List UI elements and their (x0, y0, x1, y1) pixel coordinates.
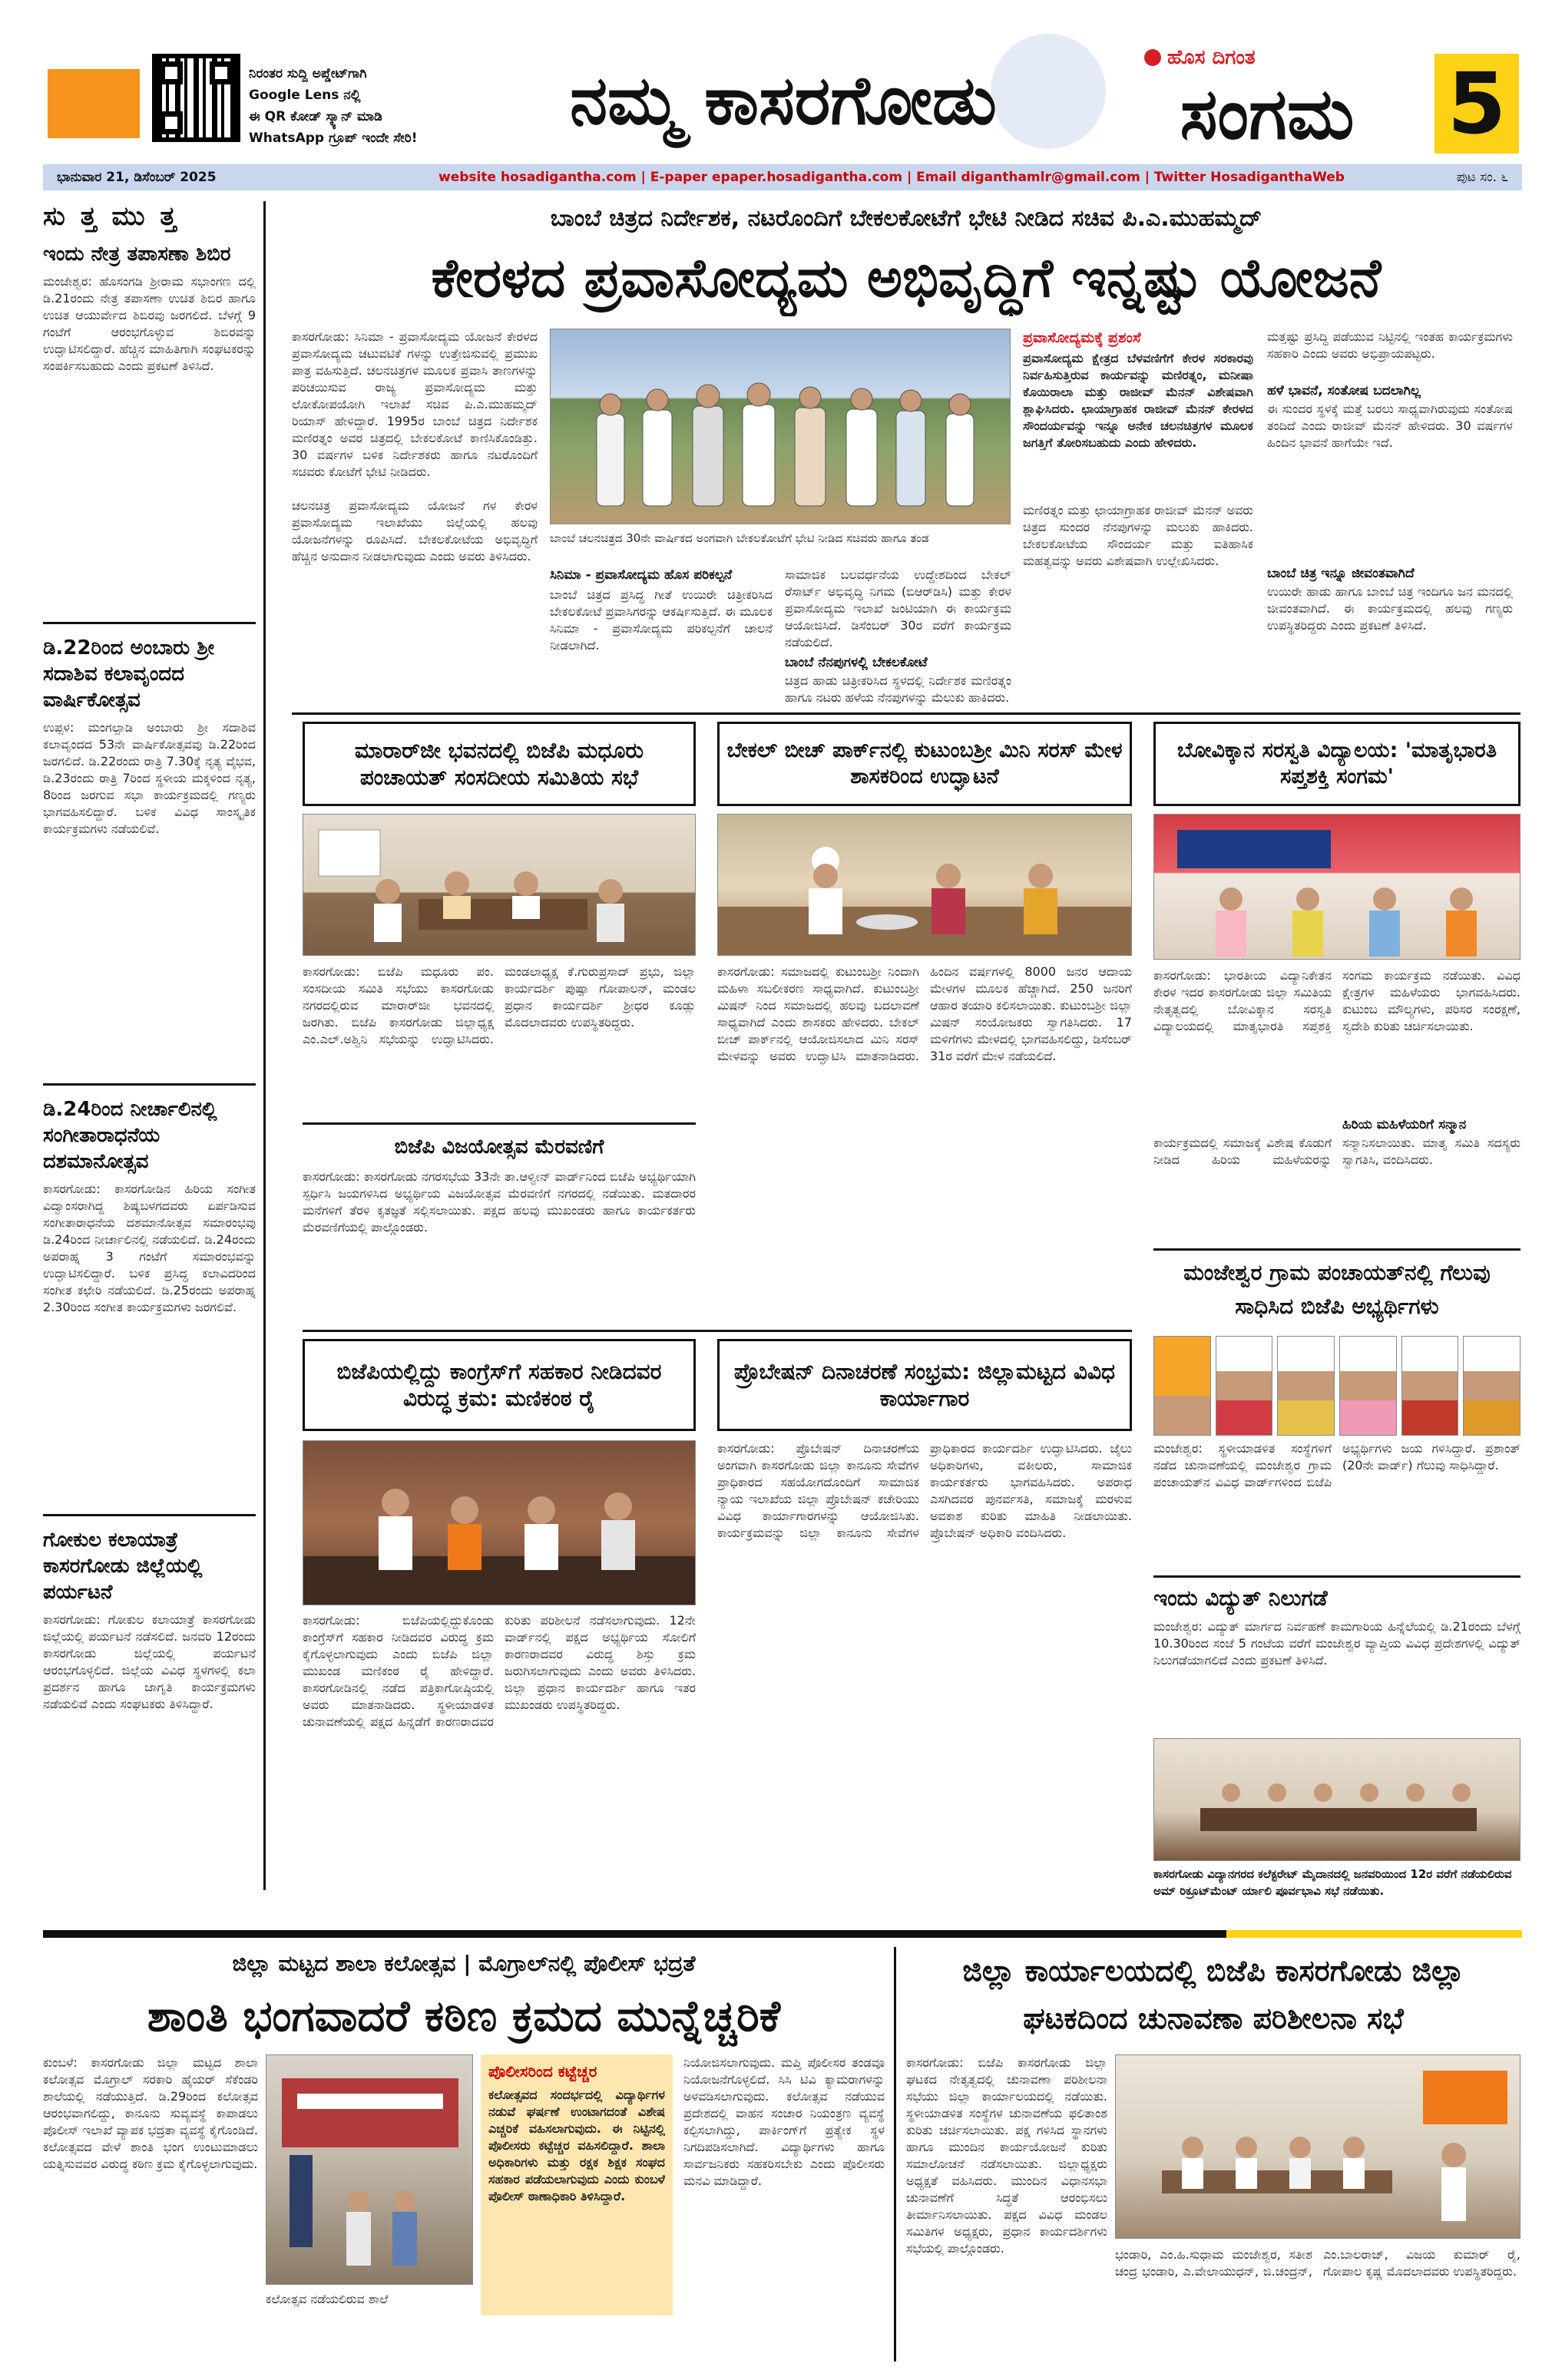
sidebar-item (43, 241, 256, 611)
story-mararji-headline: ಮಾರಾರ್‌ಜೀ ಭವನದಲ್ಲಿ ಬಿಜೆಪಿ ಮಧೂರು ಪಂಚಾಯತ್ ಸಂಸದೀಯ ಸಮಿತಿಯ ಸಭೆ (303, 722, 696, 806)
sidebar-item-title: ಡಿ.22ರಿಂದ ಅಂಬಾರು ಶ್ರೀ ಸದಾಶಿವ ಕಲಾವೃಂದದ ವಾರ್ಷಿಕೋತ್ಸವ (43, 636, 215, 712)
lead-body-col4: ಸಾಮಾಜಿಕ ಬಲವರ್ಧನೆಯ ಉದ್ದೇಶದಿಂದ ಬೇಕಲ್ ರೆಸಾರ್ಟ್ ಅಭಿವೃದ್ಧಿ ನಿಗಮ (ಬಿಆರ್‌ಡಿಸಿ) ಮತ್ತು ಕೇರಳ ಪ್ರವಾಸೋದ್ಯಮ ಇಲಾಖೆ ಜಂಟಿಯಾಗಿ ಈ ಕಾರ್ಯಕ್ರಮ ಆಯೋಜಿಸಿದೆ. ಡಿಸೆಂಬರ್ 30ರ ವರೆಗೆ ಕಾರ್ಯಕ್ರಮ ನಡೆಯಲಿದೆ. (785, 567, 1011, 650)
lead-kicker: ಬಾಂಬೆ ಚಿತ್ರದ ನಿರ್ದೇಶಕ, ನಟರೊಂದಿಗೆ ಬೇಕಲಕೋಟೆಗೆ ಭೇಟಿ ನೀಡಿದ ಸಚಿವ ಪಿ.ಎ.ಮುಹಮ್ಮದ್ (550, 205, 1262, 232)
story-police-photo-caption: ಕಲೋತ್ಸವ ನಡೆಯಲಿರುವ ಶಾಲೆ (266, 2292, 389, 2306)
lead-body-col7: ಮತ್ತಷ್ಟು ಪ್ರಸಿದ್ಧಿ ಪಡೆಯುವ ನಿಟ್ಟಿನಲ್ಲಿ ಇಂತಹ ಕಾರ್ಯಕ್ರಮಗಳು ಸಹಕಾರಿ ಎಂದು ಅವರು ಅಭಿಪ್ರಾಯಪಟ್ಟರು. (1267, 329, 1513, 361)
candidate-avatar (1153, 1336, 1211, 1436)
story-bekal-body: ಕಾಸರಗೋಡು: ಸಮಾಜದಲ್ಲಿ ಕುಟುಂಬಶ್ರೀ ನಿಂದಾಗಿ ಮಹಿಳಾ ಸಬಲೀಕರಣ ಸಾಧ್ಯವಾಗಿದೆ. ಕುಟುಂಬಶ್ರೀ ಮಿಷನ್ ನಿಂದ ಸಮಾಜದಲ್ಲಿ ಹಲವು ಬದಲಾವಣೆ ಸಾಧ್ಯವಾಗಿದೆ ಎಂದು ಶಾಸಕರು ಹೇಳಿದರು. ಬೇಕಲ್ ಬೀಚ್ ಪಾರ್ಕ್‌ನಲ್ಲಿ ಆಯೋಜಿಸಲಾದ ಮಿನಿ ಸರಸ್ ಮೇಳವನ್ನು ಅವರು ಉದ್ಘಾಟಿಸಿ ಮಾತನಾಡಿದರು. ಹಿಂದಿನ ವರ್ಷಗಳಲ್ಲಿ 8000 ಜನರ ಆದಾಯ ಮೇಳಗಳ ಮೂಲಕ ಹೆಚ್ಚಾಗಿದೆ. 250 ಜನರಿಗೆ ಆಹಾರ ತಯಾರಿ ಕಲಿಸಲಾಯಿತು. ಕುಟುಂಬಶ್ರೀ ಜಿಲ್ಲಾ ಮಿಷನ್ ಸಂಯೋಜಕರು ಸ್ವಾಗತಿಸಿದರು. 17 ಮಳಿಗೆಗಳು ಮೇಳದಲ್ಲಿ ಭಾಗವಹಿಸಲಿದ್ದು, ಡಿಸೆಂಬರ್ 31ರ ವರೆಗೆ ಮೇಳ ನಡೆಯಲಿದೆ. (717, 964, 1132, 1063)
story-mararji-photo (303, 814, 696, 956)
press-meet-icon (303, 1441, 696, 1605)
page-number: 5 (1447, 55, 1507, 153)
story-power-photo (1153, 1738, 1520, 1861)
story-vijayotsava-headline: ಬಿಜೆಪಿ ವಿಜಯೋತ್ಸವ ಮೆರವಣಿಗೆ (394, 1135, 604, 1159)
lead-body: ಕಾಸರಗೋಡು: ಸಿನಿಮಾ - ಪ್ರವಾಸೋದ್ಯಮ ಯೋಜನೆ ಕೇರಳದ ಪ್ರವಾಸೋದ್ಯಮ ಚಟುವಟಿಕೆ ಗಳನ್ನು ಉತ್ತೇಜಿಸುವಲ್ಲಿ ಪ್ರಮುಖ ಪಾತ್ರ ವಹಿಸುತ್ತಿದೆ. ಚಲನಚಿತ್ರಗಳ ಮೂಲಕ ಪ್ರವಾಸಿ ತಾಣಗಳನ್ನು ಪರಿಚಯಿಸುವ ರಾಜ್ಯ ಪ್ರವಾಸೋದ್ಯಮ ಮತ್ತು ಲೋಕೋಪಯೋಗಿ ಇಲಾಖೆ ಸಚಿವ ಪಿ.ಎ.ಮುಹಮ್ಮದ್ ರಿಯಾಸ್ ಹೇಳಿದ್ದಾರೆ. 1995ರ ಬಾಂಬೆ ಚಿತ್ರದ ನಿರ್ದೇಶಕ ಮಣಿರತ್ನಂ ಅವರ ಚಿತ್ರದಲ್ಲಿ ಬೇಕಲಕೋಟೆ ಕಾಣಿಸಿಕೊಂಡಿತ್ತು. 30 ವರ್ಷಗಳ ಬಳಿಕ ನಿರ್ದೇಶಕರು ಹಾಗೂ ನಟರೊಂದಿಗೆ ಸಚಿವರು ಕೋಟೆಗೆ ಭೇಟಿ ನೀಡಿದರು. (292, 329, 538, 479)
story-bjp-meeting-body2: ಭಂಡಾರಿ, ಎಂ.ಹಿ.ಸುಧಾಮ ಮಂಜೇಶ್ವರ, ಸತೀಶ ಚಂದ್ರ ಭಂಡಾರಿ, ಎ.ವೇಲಾಯುಧನ್, ಜಿ.ಚಂದ್ರನ್, ಎಂ.ಬಾಲರಾಜ್, ವಿಜಯ ಕುಮಾರ್ ರೈ, ಗೋಪಾಲ ಕೃಷ್ಣ ಮೊದಲಾದವರು ಉಪಸ್ಥಿತರಿದ್ದರು. (1115, 2247, 1520, 2279)
promo-text: ನಿರಂತರ ಸುದ್ದಿ ಅಪ್ಡೇಟ್‌ಗಾಗಿ Google Lens ನಲ್ಲಿ ಈ QR ಕೋಡ್ ಸ್ಕ್ಯಾನ್ ಮಾಡಿ WhatsApp ಗ್ರೂಪ್ ಇಂದೇ ಸೇರಿ! (249, 66, 418, 146)
story-bovikana-subhead: ಹಿರಿಯ ಮಹಿಳೆಯರಿಗೆ ಸನ್ಮಾನ (1342, 1117, 1467, 1132)
story-bekal-photo (717, 814, 1132, 956)
candidate-avatar (1463, 1336, 1520, 1436)
candidate-avatar (1277, 1336, 1335, 1436)
lead-body-col9: ಉಯಿರೇ ಹಾಡು ಹಾಗೂ ಬಾಂಬೆ ಚಿತ್ರ ಇಂದಿಗೂ ಜನ ಮನದಲ್ಲಿ ಜೀವಂತವಾಗಿದೆ. ಈ ಕಾರ್ಯಕ್ರಮದಲ್ಲಿ ಹಲವು ಗಣ್ಯರು ಉಪಸ್ಥಿತರಿದ್ದರು ಎಂದು ಪ್ರಕಟಣೆ ತಿಳಿಸಿದೆ. (1267, 584, 1513, 633)
story-vijayotsava-body: ಕಾಸರಗೋಡು: ಕಾಸರಗೋಡು ನಗರಸಭೆಯ 33ನೇ ತಾ.ಆಳ್ವೀನ್ ವಾರ್ಡ್‌ನಿಂದ ಬಿಜೆಪಿ ಅಭ್ಯರ್ಥಿಯಾಗಿ ಸ್ಪರ್ಧಿಸಿ ಜಯಗಳಿಸಿದ ಅಭ್ಯರ್ಥಿಯ ವಿಜಯೋತ್ಸವ ಮೆರವಣಿಗೆ ನಗರದಲ್ಲಿ ನಡೆಯಿತು. ಮತದಾರರ ಮನೆಗಳಿಗೆ ತೆರಳಿ ಕೃತಜ್ಞತೆ ಸಲ್ಲಿಸಲಾಯಿತು. ಪಕ್ಷದ ಹಲವು ಮುಖಂಡರು ಹಾಗೂ ಕಾರ್ಯಕರ್ತರು ಮೆರವಣಿಗೆಯಲ್ಲಿ ಪಾಲ್ಗೊಂಡರು. (303, 1169, 696, 1235)
story-police-inset (481, 2054, 673, 2316)
story-probation-body: ಕಾಸರಗೋಡು: ಪ್ರೊಬೇಷನ್ ದಿನಾಚರಣೆಯ ಅಂಗವಾಗಿ ಕಾಸರಗೋಡು ಜಿಲ್ಲಾ ಕಾನೂನು ಸೇವೆಗಳ ಪ್ರಾಧಿಕಾರದ ಸಹಯೋಗದೊಂದಿಗೆ ಸಾಮಾಜಿಕ ನ್ಯಾಯ ಇಲಾಖೆಯ ಜಿಲ್ಲಾ ಪ್ರೊಬೇಷನ್ ಕಚೇರಿಯು ವಿವಿಧ ಕಾರ್ಯಾಗಾರಗಳನ್ನು ಆಯೋಜಿಸಿತು. ಕಾರ್ಯಕ್ರಮವನ್ನು ಜಿಲ್ಲಾ ಕಾನೂನು ಸೇವೆಗಳ ಪ್ರಾಧಿಕಾರದ ಕಾರ್ಯದರ್ಶಿ ಉದ್ಘಾಟಿಸಿದರು. ಜೈಲು ಅಧಿಕಾರಿಗಳು, ವಕೀಲರು, ಸಾಮಾಜಿಕ ಕಾರ್ಯಕರ್ತರು ಭಾಗವಹಿಸಿದರು. ಅಪರಾಧ ಎಸಗಿದವರ ಪುನರ್ವಸತಿ, ಸಮಾಜಕ್ಕೆ ಮರಳುವ ಅವಕಾಶ ಕುರಿತು ಮಾಹಿತಿ ನೀಡಲಾಯಿತು. ಪ್ರೊಬೇಷನ್ ಅಧಿಕಾರಿ ವಂದಿಸಿದರು. (717, 1441, 1132, 1540)
divider (1153, 1248, 1520, 1251)
issue-date: ಭಾನುವಾರ 21, ಡಿಸೆಂಬರ್ 2025 (57, 170, 217, 185)
sidebar-label: ಸು ತ್ತ ಮು ತ್ತ (43, 201, 180, 232)
story-bjp-meeting-body: ಕಾಸರಗೋಡು: ಬಿಜೆಪಿ ಕಾಸರಗೋಡು ಜಿಲ್ಲಾ ಘಟಕದ ನೇತೃತ್ವದಲ್ಲಿ ಚುನಾವಣಾ ಪರಿಶೀಲನಾ ಸಭೆಯು ಜಿಲ್ಲಾ ಕಾರ್ಯಾಲಯದಲ್ಲಿ ನಡೆಯಿತು. ಸ್ಥಳೀಯಾಡಳಿತ ಸಂಸ್ಥೆಗಳ ಚುನಾವಣೆಯ ಫಲಿತಾಂಶ ಕುರಿತು ಚರ್ಚಿಸಲಾಯಿತು. ಪಕ್ಷ ಗಳಿಸಿದ ಸ್ಥಾನಗಳು ಹಾಗೂ ಮುಂದಿನ ಕಾರ್ಯಯೋಜನೆ ಕುರಿತು ಸಮಾಲೋಚನೆ ನಡೆಸಲಾಯಿತು. ಜಿಲ್ಲಾಧ್ಯಕ್ಷರು ಅಧ್ಯಕ್ಷತೆ ವಹಿಸಿದರು. ಮುಂದಿನ ವಿಧಾನಸಭಾ ಚುನಾವಣೆಗೆ ಸಿದ್ಧತೆ ಆರಂಭಿಸಲು ತೀರ್ಮಾನಿಸಲಾಯಿತು. ಪಕ್ಷದ ವಿವಿಧ ಮಂಡಲ ಸಮಿತಿಗಳ ಅಧ್ಯಕ್ಷರು, ಪ್ರಧಾನ ಕಾರ್ಯದರ್ಶಿಗಳು ಸಭೆಯಲ್ಲಿ ಪಾಲ್ಗೊಂಡರು. (906, 2055, 1107, 2256)
lead-headline: ಕೇರಳದ ಪ್ರವಾಸೋದ್ಯಮ ಅಭಿವೃದ್ಧಿಗೆ ಇನ್ನಷ್ಟು ಯೋಜನೆ (431, 246, 1382, 309)
supplement-title: ಸಂಗಮ (1180, 72, 1355, 155)
story-bovikana-photo (1153, 814, 1520, 960)
story-congress-headline: ಬಿಜೆಪಿಯಲ್ಲಿದ್ದು ಕಾಂಗ್ರೆಸ್‌ಗೆ ಸಹಕಾರ ನೀಡಿದವರ ವಿರುದ್ಧ ಕ್ರಮ: ಮಣಿಕಂಠ ರೈ (303, 1339, 696, 1431)
story-police-kicker: ಜಿಲ್ಲಾ ಮಟ್ಟದ ಶಾಲಾ ಕಲೋತ್ಸವ | ಮೊಗ್ರಾಲ್‌ನಲ್ಲಿ ಪೊಲೀಸ್ ಭದ್ರತೆ (232, 1951, 696, 1976)
story-bjp-meeting-photo (1115, 2054, 1520, 2239)
candidate-avatar (1216, 1336, 1273, 1436)
party-meeting-icon (1116, 2055, 1520, 2239)
group-of-people-icon (551, 329, 1011, 524)
conference-room-icon (1154, 1739, 1520, 1861)
masthead (0, 0, 1542, 161)
divider (292, 712, 1520, 715)
story-police-body2: ನಿಯೋಜಿಸಲಾಗುವುದು. ಮಪ್ತಿ ಪೊಲೀಸರ ತಂಡವೂ ನಿಯೋಜನೆಗೊಳ್ಳಲಿದೆ. ಸಿಸಿ ಟಿವಿ ಕ್ಯಾಮರಾಗಳನ್ನು ಅಳವಡಿಸಲಾಗುವುದು. ಕಲೋತ್ಸವ ನಡೆಯುವ ಪ್ರದೇಶದಲ್ಲಿ ವಾಹನ ಸಂಚಾರ ನಿಯಂತ್ರಣ ವ್ಯವಸ್ಥೆ ಕಲ್ಪಿಸಲಾಗಿದ್ದು, ಪಾರ್ಕಿಂಗ್‌ಗೆ ಪ್ರತ್ಯೇಕ ಸ್ಥಳ ನಿಗದಿಪಡಿಸಲಾಗಿದೆ. ವಿದ್ಯಾರ್ಥಿಗಳು ಹಾಗೂ ಸಾರ್ವಜನಿಕರು ಸಹಕರಿಸಬೇಕು ಎಂದು ಪೊಲೀಸರು ಮನವಿ ಮಾಡಿದ್ದಾರೆ. (683, 2055, 885, 2188)
candidate-avatar (1401, 1336, 1459, 1436)
contact-links: website hosadigantha.com | E-paper epaper.hosadigantha.com | Email diganthamlr@gmail.com | Twitter HosadiganthaWeb (438, 170, 1345, 185)
section-separator (43, 1930, 1522, 1938)
food-stall-icon (718, 815, 1132, 956)
story-bjp-meeting-headline: ಜಿಲ್ಲಾ ಕಾರ್ಯಾಲಯದಲ್ಲಿ ಬಿಜೆಪಿ ಕಾಸರಗೋಡು ಜಿಲ್ಲಾ ಘಟಕದಿಂದ ಚುನಾವಣಾ ಪರಿಶೀಲನಾ ಸಭೆ (962, 1953, 1464, 2035)
sidebar-item-title: ಇಂದು ನೇತ್ರ ತಪಾಸಣಾ ಶಿಬಿರ (43, 243, 231, 266)
sidebar-item-body: ಕಾಸರಗೋಡು: ಗೋಕುಲ ಕಲಾಯಾತ್ರೆ ಕಾಸರಗೋಡು ಜಿಲ್ಲೆಯಲ್ಲಿ ಪರ್ಯಟನೆ ನಡೆಸಲಿದೆ. ಜನವರಿ 12ರಂದು ಕಾಸರಗೋಡು ಜಿಲ್ಲೆಯಲ್ಲಿ ಪರ್ಯಟನೆ ಆರಂಭಗೊಳ್ಳಲಿದೆ. ಜಿಲ್ಲೆಯ ವಿವಿಧ ಸ್ಥಳಗಳಲ್ಲಿ ಕಲಾ ಪ್ರದರ್ಶನ ಹಾಗೂ ಜಾಗೃತಿ ಕಾರ್ಯಕ್ರಮಗಳು ನಡೆಯಲಿವೆ ಎಂದು ಸಂಘಟಕರು ತಿಳಿಸಿದ್ದಾರೆ. (43, 1612, 256, 1711)
story-probation-headline: ಪ್ರೊಬೇಷನ್ ದಿನಾಚರಣೆ ಸಂಭ್ರಮ: ಜಿಲ್ಲಾಮಟ್ಟದ ವಿವಿಧ ಕಾರ್ಯಾಗಾರ (717, 1339, 1132, 1431)
info-band (43, 164, 1522, 190)
sidebar-item-body: ಉಪ್ಪಳ: ಮಂಗಲ್ಪಾಡಿ ಅಂಬಾರು ಶ್ರೀ ಸದಾಶಿವ ಕಲಾವೃಂದದ 53ನೇ ವಾರ್ಷಿಕೋತ್ಸವವು ಡಿ.22ರಿಂದ ಜರಗಲಿದೆ. ಡಿ.22ರಂದು ರಾತ್ರಿ 7.30ಕ್ಕೆ ನೃತ್ಯ ವೈಭವ, ಡಿ.23ರಂದು ರಾತ್ರಿ 7ರಿಂದ ಸ್ಥಳೀಯ ಮಕ್ಕಳಿಂದ ನೃತ್ಯ, 8ರಿಂದ ಜರಗುವ ಸಭಾ ಕಾರ್ಯಕ್ರಮದಲ್ಲಿ ಗಣ್ಯರು ಭಾಗವಹಿಸಲಿದ್ದಾರೆ. ಬಳಿಕ ವಿವಿಧ ಸಾಂಸ್ಕೃತಿಕ ಕಾರ್ಯಕ್ರಮಗಳು ನಡೆಯಲಿವೆ. (43, 720, 256, 836)
lead-body-col6: ಮಣಿರತ್ನಂ ಮತ್ತು ಛಾಯಾಗ್ರಾಹಕ ರಾಜೀವ್ ಮೆನನ್ ಅವರು ಚಿತ್ರದ ಸುಂದರ ನೆನಪುಗಳನ್ನು ಮಲುಕು ಹಾಕಿದರು. ಬೇಕಲಕೋಟೆಯ ಸೌಂದರ್ಯ ಮತ್ತು ಐತಿಹಾಸಿಕ ಮಹತ್ವವನ್ನು ಅವರು ವಿಶೇಷವಾಗಿ ಉಲ್ಲೇಖಿಸಿದರು. (1023, 503, 1253, 568)
stage-event-icon (1154, 815, 1520, 960)
lead-photo (550, 329, 1011, 524)
divider (1153, 1575, 1520, 1578)
divider (303, 1122, 696, 1125)
story-manjeshwar-body: ಮಂಜೇಶ್ವರ: ಸ್ಥಳೀಯಾಡಳಿತ ಸಂಸ್ಥೆಗಳಿಗೆ ನಡೆದ ಚುನಾವಣೆಯಲ್ಲಿ ಮಂಜೇಶ್ವರ ಗ್ರಾಮ ಪಂಚಾಯತ್‌ನ ವಿವಿಧ ವಾರ್ಡ್‌ಗಳಿಂದ ಬಿಜೆಪಿ ಅಭ್ಯರ್ಥಿಗಳು ಜಯ ಗಳಿಸಿದ್ದಾರೆ. ಪ್ರಶಾಂತ್ (20ನೇ ವಾರ್ಡ್) ಗೆಲುವು ಸಾಧಿಸಿದ್ದಾರೆ. (1153, 1441, 1520, 1489)
promo-orange-block (48, 69, 140, 138)
sidebar-item-title: ಗೋಕುಲ ಕಲಾಯಾತ್ರೆ ಕಾಸರಗೋಡು ಜಿಲ್ಲೆಯಲ್ಲಿ ಪರ್ಯಟನೆ (43, 1529, 203, 1604)
brand-badge (1144, 45, 1375, 71)
story-congress-body: ಕಾಸರಗೋಡು: ಬಿಜೆಪಿಯಲ್ಲಿದ್ದುಕೊಂಡು ಕಾಂಗ್ರೆಸ್‌ಗೆ ಸಹಕಾರ ನೀಡಿದವರ ವಿರುದ್ಧ ಕ್ರಮ ಕೈಗೊಳ್ಳಲಾಗುವುದು ಎಂದು ಬಿಜೆಪಿ ಜಿಲ್ಲಾ ಮುಖಂಡ ಮಣಿಕಂಠ ರೈ ಹೇಳಿದ್ದಾರೆ. ಕಾಸರಗೋಡಿನಲ್ಲಿ ನಡೆದ ಪತ್ರಿಕಾಗೋಷ್ಠಿಯಲ್ಲಿ ಅವರು ಮಾತನಾಡಿದರು. ಸ್ಥಳೀಯಾಡಳಿತ ಚುನಾವಣೆಯಲ್ಲಿ ಪಕ್ಷದ ಹಿನ್ನಡೆಗೆ ಕಾರಣರಾದವರ ಕುರಿತು ಪರಿಶೀಲನೆ ನಡೆಸಲಾಗುವುದು. 12ನೇ ವಾರ್ಡ್‌ನಲ್ಲಿ ಪಕ್ಷದ ಅಭ್ಯರ್ಥಿಯ ಸೋಲಿಗೆ ಕಾರಣರಾದವರ ವಿರುದ್ಧ ಶಿಸ್ತು ಕ್ರಮ ಜರುಗಿಸಲಾಗುವುದು ಎಂದು ಅವರು ತಿಳಿಸಿದರು. ಜಿಲ್ಲಾ ಪ್ರಧಾನ ಕಾರ್ಯದರ್ಶಿ ಹಾಗೂ ಇತರ ಮುಖಂಡರು ಉಪಸ್ಥಿತರಿದ್ದರು. (303, 1613, 696, 1729)
story-police-body: ಕುಂಬಳೆ: ಕಾಸರಗೋಡು ಜಿಲ್ಲಾ ಮಟ್ಟದ ಶಾಲಾ ಕಲೋತ್ಸವ ಮೊಗ್ರಾಲ್ ಸರಕಾರಿ ಹೈಯರ್ ಸೆಕೆಂಡರಿ ಶಾಲೆಯಲ್ಲಿ ನಡೆಯುತ್ತಿದೆ. ಡಿ.29ರಿಂದ ಕಲೋತ್ಸವ ಆರಂಭವಾಗಲಿದ್ದು, ಕಾನೂನು ಸುವ್ಯವಸ್ಥೆ ಕಾಪಾಡಲು ಪೊಲೀಸ್ ಇಲಾಖೆ ವ್ಯಾಪಕ ಭದ್ರತಾ ವ್ಯವಸ್ಥೆ ಕೈಗೊಂಡಿದೆ. ಕಲೋತ್ಸವದ ವೇಳೆ ಶಾಂತಿ ಭಂಗ ಉಂಟುಮಾಡಲು ಯತ್ನಿಸುವವರ ವಿರುದ್ಧ ಕಠಿಣ ಕ್ರಮ ಕೈಗೊಳ್ಳಲಾಗುವುದು. (43, 2055, 258, 2171)
story-power-body: ಮಂಜೇಶ್ವರ: ವಿದ್ಯುತ್ ಮಾರ್ಗದ ನಿರ್ವಹಣೆ ಕಾಮಗಾರಿಯ ಹಿನ್ನೆಲೆಯಲ್ಲಿ ಡಿ.21ರಂದು ಬೆಳಗ್ಗೆ 10.30ರಿಂದ ಸಂಜೆ 5 ಗಂಟೆಯ ವರೆಗೆ ಮಂಜೇಶ್ವರ ವ್ಯಾಪ್ತಿಯ ವಿವಿಧ ಪ್ರದೇಶಗಳಲ್ಲಿ ವಿದ್ಯುತ್ ನಿಲುಗಡೆಯಾಗಲಿದೆ ಎಂದು ಪ್ರಕಟಣೆ ತಿಳಿಸಿದೆ. (1153, 1619, 1520, 1668)
lead-subhead-2: ಬಾಂಬೆ ನೆನಪುಗಳಲ್ಲಿ ಬೇಕಲಕೋಟೆ (785, 655, 928, 670)
candidate-photos (1153, 1336, 1520, 1436)
sidebar-item-body: ಮಂಜೇಶ್ವರ: ಹೊಸಂಗಡಿ ಶ್ರೀರಾಮ ಸಭಾಂಗಣ ದಲ್ಲಿ ಡಿ.21ರಂದು ನೇತ್ರ ತಪಾಸಣಾ ಉಚಿತ ಶಿಬಿರ ಹಾಗೂ ಉಚಿತ ಆಯುರ್ವೇದ ಶಿಬಿರವು ಜರಗಲಿದೆ. ಬೆಳಗ್ಗೆ 9 ಗಂಟೆಗೆ ಆರಂಭಗೊಳ್ಳುವ ಶಿಬಿರವನ್ನು ಉದ್ಘಾಟಿಸಲಿದ್ದಾರೆ. ಹೆಚ್ಚಿನ ಮಾಹಿತಿಗಾಗಿ ಸಂಘಟಕರನ್ನು ಸಂಪರ್ಕಿಸಬಹುದು ಎಂದು ಪ್ರಕಟಣೆ ತಿಳಿಸಿದೆ. (43, 274, 256, 373)
story-police-inset-body: ಕಲೋತ್ಸವದ ಸಂದರ್ಭದಲ್ಲಿ ವಿದ್ಯಾರ್ಥಿಗಳ ನಡುವೆ ಘರ್ಷಣೆ ಉಂಟಾಗದಂತೆ ವಿಶೇಷ ಎಚ್ಚರಿಕೆ ವಹಿಸಲಾಗುವುದು. ಈ ನಿಟ್ಟಿನಲ್ಲಿ ಪೊಲೀಸರು ಕಟ್ಟೆಚ್ಚರ ವಹಿಸಲಿದ್ದಾರೆ. ಶಾಲಾ ಅಧಿಕಾರಿಗಳು ಮತ್ತು ರಕ್ಷಕ ಶಿಕ್ಷಕ ಸಂಘದ ಸಹಕಾರ ಪಡೆಯಲಾಗುವುದು ಎಂದು ಕುಂಬಳೆ ಪೊಲೀಸ್ ಠಾಣಾಧಿಕಾರಿ ತಿಳಿಸಿದ್ದಾರೆ. (488, 2087, 665, 2203)
story-manjeshwar-headline: ಮಂಜೇಶ್ವರ ಗ್ರಾಮ ಪಂಚಾಯತ್‌ನಲ್ಲಿ ಗೆಲುವು ಸಾಧಿಸಿದ ಬಿಜೆಪಿ ಅಭ್ಯರ್ಥಿಗಳು (1183, 1260, 1491, 1319)
page-count: ಪುಟ ಸಂ. ೬ (1456, 170, 1508, 185)
meeting-room-icon (303, 815, 696, 956)
divider (894, 1947, 896, 2362)
sidebar-item (43, 635, 256, 1073)
brand-name: ಹೊಸ ದಿಗಂತ (1167, 45, 1256, 69)
sidebar (43, 201, 266, 1890)
story-bekal-headline: ಬೇಕಲ್ ಬೀಚ್ ಪಾರ್ಕ್‌ನಲ್ಲಿ ಕುಟುಂಬಶ್ರೀ ಮಿನಿ ಸರಸ್ ಮೇಳ ಶಾಸಕರಿಂದ ಉದ್ಘಾಟನೆ (717, 722, 1132, 806)
lead-body-col8: ಈ ಸುಂದರ ಸ್ಥಳಕ್ಕೆ ಮತ್ತೆ ಬರಲು ಸಾಧ್ಯವಾಗಿರುವುದು ಸಂತೋಷ ತಂದಿದೆ ಎಂದು ರಾಜೀವ್ ಮೆನನ್ ಹೇಳಿದರು. 30 ವರ್ಷಗಳ ಹಿಂದಿನ ಭಾವನೆ ಹಾಗೆಯೇ ಇದೆ. (1267, 402, 1513, 450)
story-power-headline: ಇಂದು ವಿದ್ಯುತ್ ನಿಲುಗಡೆ (1153, 1585, 1328, 1611)
story-bovikana-body2: ಕಾರ್ಯಕ್ರಮದಲ್ಲಿ ಸಮಾಜಕ್ಕೆ ವಿಶೇಷ ಕೊಡುಗೆ ನೀಡಿದ ಹಿರಿಯ ಮಹಿಳೆಯರನ್ನು ಸನ್ಮಾನಿಸಲಾಯಿತು. ಮಾತೃ ಸಮಿತಿ ಸದಸ್ಯರು ಸ್ವಾಗತಿಸಿ, ವಂದಿಸಿದರು. (1153, 1135, 1520, 1167)
sidebar-item-title: ಡಿ.24ರಿಂದ ನೀರ್ಚಾಲಿನಲ್ಲಿ ಸಂಗೀತಾರಾಧನೆಯ ದಶಮಾನೋತ್ಸವ (43, 1098, 217, 1173)
story-bovikana-body: ಕಾಸರಗೋಡು: ಭಾರತೀಯ ವಿದ್ಯಾನಿಕೇತನ ಕೇರಳ ಇದರ ಕಾಸರಗೋಡು ಜಿಲ್ಲಾ ಸಮಿತಿಯ ನೇತೃತ್ವದಲ್ಲಿ ಬೋವಿಕ್ಕಾನ ಸರಸ್ವತಿ ವಿದ್ಯಾಲಯದಲ್ಲಿ ಮಾತೃಭಾರತಿ ಸಪ್ತಶಕ್ತಿ ಸಂಗಮ ಕಾರ್ಯಕ್ರಮ ನಡೆಯಿತು. ವಿವಿಧ ಕ್ಷೇತ್ರಗಳ ಮಹಿಳೆಯರು ಭಾಗವಹಿಸಿದರು. ಕುಟುಂಬ ಮೌಲ್ಯಗಳು, ಪರಿಸರ ಸಂರಕ್ಷಣೆ, ಸ್ವದೇಶಿ ಕುರಿತು ಚರ್ಚಿಸಲಾಯಿತು. (1153, 968, 1520, 1033)
sidebar-item-body: ಕಾಸರಗೋಡು: ಕಾಸರಗೋಡಿನ ಹಿರಿಯ ಸಂಗೀತ ವಿದ್ವಾಂಸರಾಗಿದ್ದ ಶಿಷ್ಯಬಳಗದವರು ಏರ್ಪಡಿಸುವ ಸಂಗೀತಾರಾಧನೆಯ ದಶಮಾನೋತ್ಸವ ಸಮಾರಂಭವು ಡಿ.24ರಿಂದ ನೀರ್ಚಾಲಿನಲ್ಲಿ ನಡೆಯಲಿದೆ. ಡಿ.24ರಂದು ಅಪರಾಹ್ನ 3 ಗಂಟೆಗೆ ಸಮಾರಂಭವನ್ನು ಉದ್ಘಾಟಿಸಲಿದ್ದಾರೆ. ಬಳಿಕ ಪ್ರಸಿದ್ಧ ಕಲಾವಿದರಿಂದ ಸಂಗೀತ ಕಛೇರಿ ನಡೆಯಲಿದೆ. ಡಿ.25ರಂದು ಅಪರಾಹ್ನ 2.30ರಿಂದ ಸಂಗೀತ ಕಾರ್ಯಕ್ರಮಗಳು ಜರಗಲಿವೆ. (43, 1182, 256, 1314)
school-building-icon (266, 2055, 473, 2285)
lead-subhead-3: ಹಳೆ ಭಾವನೆ, ಸಂತೋಷ ಬದಲಾಗಿಲ್ಲ (1267, 383, 1421, 398)
sidebar-item (43, 1096, 256, 1503)
sidebar-item (43, 1527, 256, 1888)
lead-subhead-4: ಬಾಂಬೆ ಚಿತ್ರ ಇನ್ನೂ ಜೀವಂತವಾಗಿದೆ (1267, 566, 1415, 581)
story-police-photo (266, 2054, 473, 2285)
story-police-headline: ಶಾಂತಿ ಭಂಗವಾದರೆ ಕಠಿಣ ಕ್ರಮದ ಮುನ್ನೆಚ್ಚರಿಕೆ (147, 1991, 781, 2041)
lead-inset-body: ಪ್ರವಾಸೋದ್ಯಮ ಕ್ಷೇತ್ರದ ಬೆಳವಣಿಗೆಗೆ ಕೇರಳ ಸರಕಾರವು ನಿರ್ವಹಿಸುತ್ತಿರುವ ಕಾರ್ಯವನ್ನು ಮಣಿರತ್ನಂ, ಮನೀಷಾ ಕೊಯಿರಾಲಾ ಮತ್ತು ರಾಜೀವ್ ಮೆನನ್ ವಿಶೇಷವಾಗಿ ಶ್ಲಾಘಿಸಿದರು. ಛಾಯಾಗ್ರಾಹಕ ರಾಜೀವ್ ಮೆನನ್ ಕೇರಳದ ಸೌಂದರ್ಯವನ್ನು ಇನ್ನೂ ಅನೇಕ ಚಲನಚಿತ್ರಗಳ ಮೂಲಕ ಜಗತ್ತಿಗೆ ತೋರಿಸಬಹುದು ಎಂದು ಹೇಳಿದರು. (1023, 351, 1253, 450)
masthead-title: ನಮ್ಮ ಕಾಸರಗೋಡು (570, 60, 997, 140)
lead-inset-title: ಪ್ರವಾಸೋದ್ಯಮಕ್ಕೆ ಪ್ರಶಂಸೆ (1023, 329, 1141, 346)
story-congress-photo (303, 1440, 696, 1605)
page-number-box (1434, 54, 1519, 154)
lead-body-col3: ಬಾಂಬೆ ಚಿತ್ರದ ಪ್ರಸಿದ್ಧ ಗೀತೆ ಉಯಿರೇ ಚಿತ್ರೀಕರಿಸಿದ ಬೇಕಲಕೋಟೆ ಪ್ರವಾಸಿಗರನ್ನು ಆಕರ್ಷಿಸುತ್ತಿದೆ. ಈ ಮೂಲಕ ಸಿನಿಮಾ - ಪ್ರವಾಸೋದ್ಯಮ ಪರಿಕಲ್ಪನೆಗೆ ಚಾಲನೆ ನೀಡಲಾಗಿದೆ. (550, 587, 773, 653)
lead-body-col2: ಚಲನಚಿತ್ರ ಪ್ರವಾಸೋದ್ಯಮ ಯೋಜನೆ ಗಳ ಕೇರಳ ಪ್ರವಾಸೋದ್ಯಮ ಇಲಾಖೆಯು ಜಿಲ್ಲೆಯಲ್ಲಿ ಹಲವು ಯೋಜನೆಗಳನ್ನು ರೂಪಿಸಿದೆ. ಬೇಕಲಕೋಟೆಯ ಅಭಿವೃದ್ಧಿಗೆ ಹೆಚ್ಚಿನ ಅನುದಾನ ನೀಡಲಾಗುವುದು ಎಂದು ಅವರು ತಿಳಿಸಿದರು. (292, 498, 538, 564)
candidate-avatar (1339, 1336, 1397, 1436)
story-power-caption: ಕಾಸರಗೋಡು ವಿದ್ಯಾನಗರದ ಕಲೆಕ್ಟರೇಟ್ ಮೈದಾನದಲ್ಲಿ ಜನವರಿಯಿಂದ 12ರ ವರೆಗೆ ನಡೆಯಲಿರುವ ಅಮ್ ರಿಕ್ರೂಟ್‌ಮೆಂಟ್ ರ್ಯಾಲಿ ಪೂರ್ವಭಾವಿ ಸಭೆ ನಡೆಯಿತು. (1153, 1867, 1512, 1898)
story-police-inset-title: ಪೊಲೀಸರಿಂದ ಕಟ್ಟೆಚ್ಚರ (488, 2062, 597, 2081)
qr-code (152, 54, 240, 142)
lead-photo-caption: ಬಾಂಬೆ ಚಲನಚಿತ್ರದ 30ನೇ ವಾರ್ಷಿಕದ ಅಂಗವಾಗಿ ಬೇಕಲಕೋಟೆಗೆ ಭೇಟಿ ನೀಡಿದ ಸಚಿವರು ಹಾಗೂ ತಂಡ (550, 531, 929, 545)
story-mararji-body: ಕಾಸರಗೋಡು: ಬಿಜೆಪಿ ಮಧೂರು ಪಂ. ಸಂಸದೀಯ ಸಮಿತಿ ಸಭೆಯು ಕಾಸರಗೋಡು ನಗರದಲ್ಲಿರುವ ಮಾರಾರ್‌ಜೀ ಭವನದಲ್ಲಿ ಜರಗಿತು. ಬಿಜೆಪಿ ಕಾಸರಗೋಡು ಜಿಲ್ಲಾಧ್ಯಕ್ಷ ಎಂ.ಎಲ್.ಅಶ್ವಿನಿ ಸಭೆಯನ್ನು ಉದ್ಘಾಟಿಸಿದರು. ಮಂಡಲಾಧ್ಯಕ್ಷ ಕೆ.ಗುರುಪ್ರಸಾದ್ ಪ್ರಭು, ಜಿಲ್ಲಾ ಕಾರ್ಯದರ್ಶಿ ಪುಷ್ಪಾ ಗೋಪಾಲನ್, ಮಂಡಲ ಪ್ರಧಾನ ಕಾರ್ಯದರ್ಶಿ ಶ್ರೀಧರ ಕೂಡ್ಲು ಮೊದಲಾದವರು ಉಪಸ್ಥಿತರಿದ್ದರು. (303, 964, 696, 1046)
divider (303, 1330, 1132, 1332)
story-bovikana-headline: ಬೋವಿಕ್ಕಾನ ಸರಸ್ವತಿ ವಿದ್ಯಾಲಯ: 'ಮಾತೃಭಾರತಿ ಸಪ್ತಶಕ್ತಿ ಸಂಗಮ' (1153, 722, 1520, 806)
lead-subhead-1: ಸಿನಿಮಾ - ಪ್ರವಾಸೋದ್ಯಮ ಹೊಸ ಪರಿಕಲ್ಪನೆ (550, 567, 733, 583)
brand-logo-icon (1144, 49, 1161, 66)
lead-body-col5: ಚಿತ್ರದ ಹಾಡು ಚಿತ್ರೀಕರಿಸಿದ ಸ್ಥಳದಲ್ಲಿ ನಿರ್ದೇಶಕ ಮಣಿರತ್ನಂ ಹಾಗೂ ನಟರು ಹಳೆಯ ನೆನಪುಗಳನ್ನು ಮೆಲುಕು ಹಾಕಿದರು. (785, 673, 1011, 705)
